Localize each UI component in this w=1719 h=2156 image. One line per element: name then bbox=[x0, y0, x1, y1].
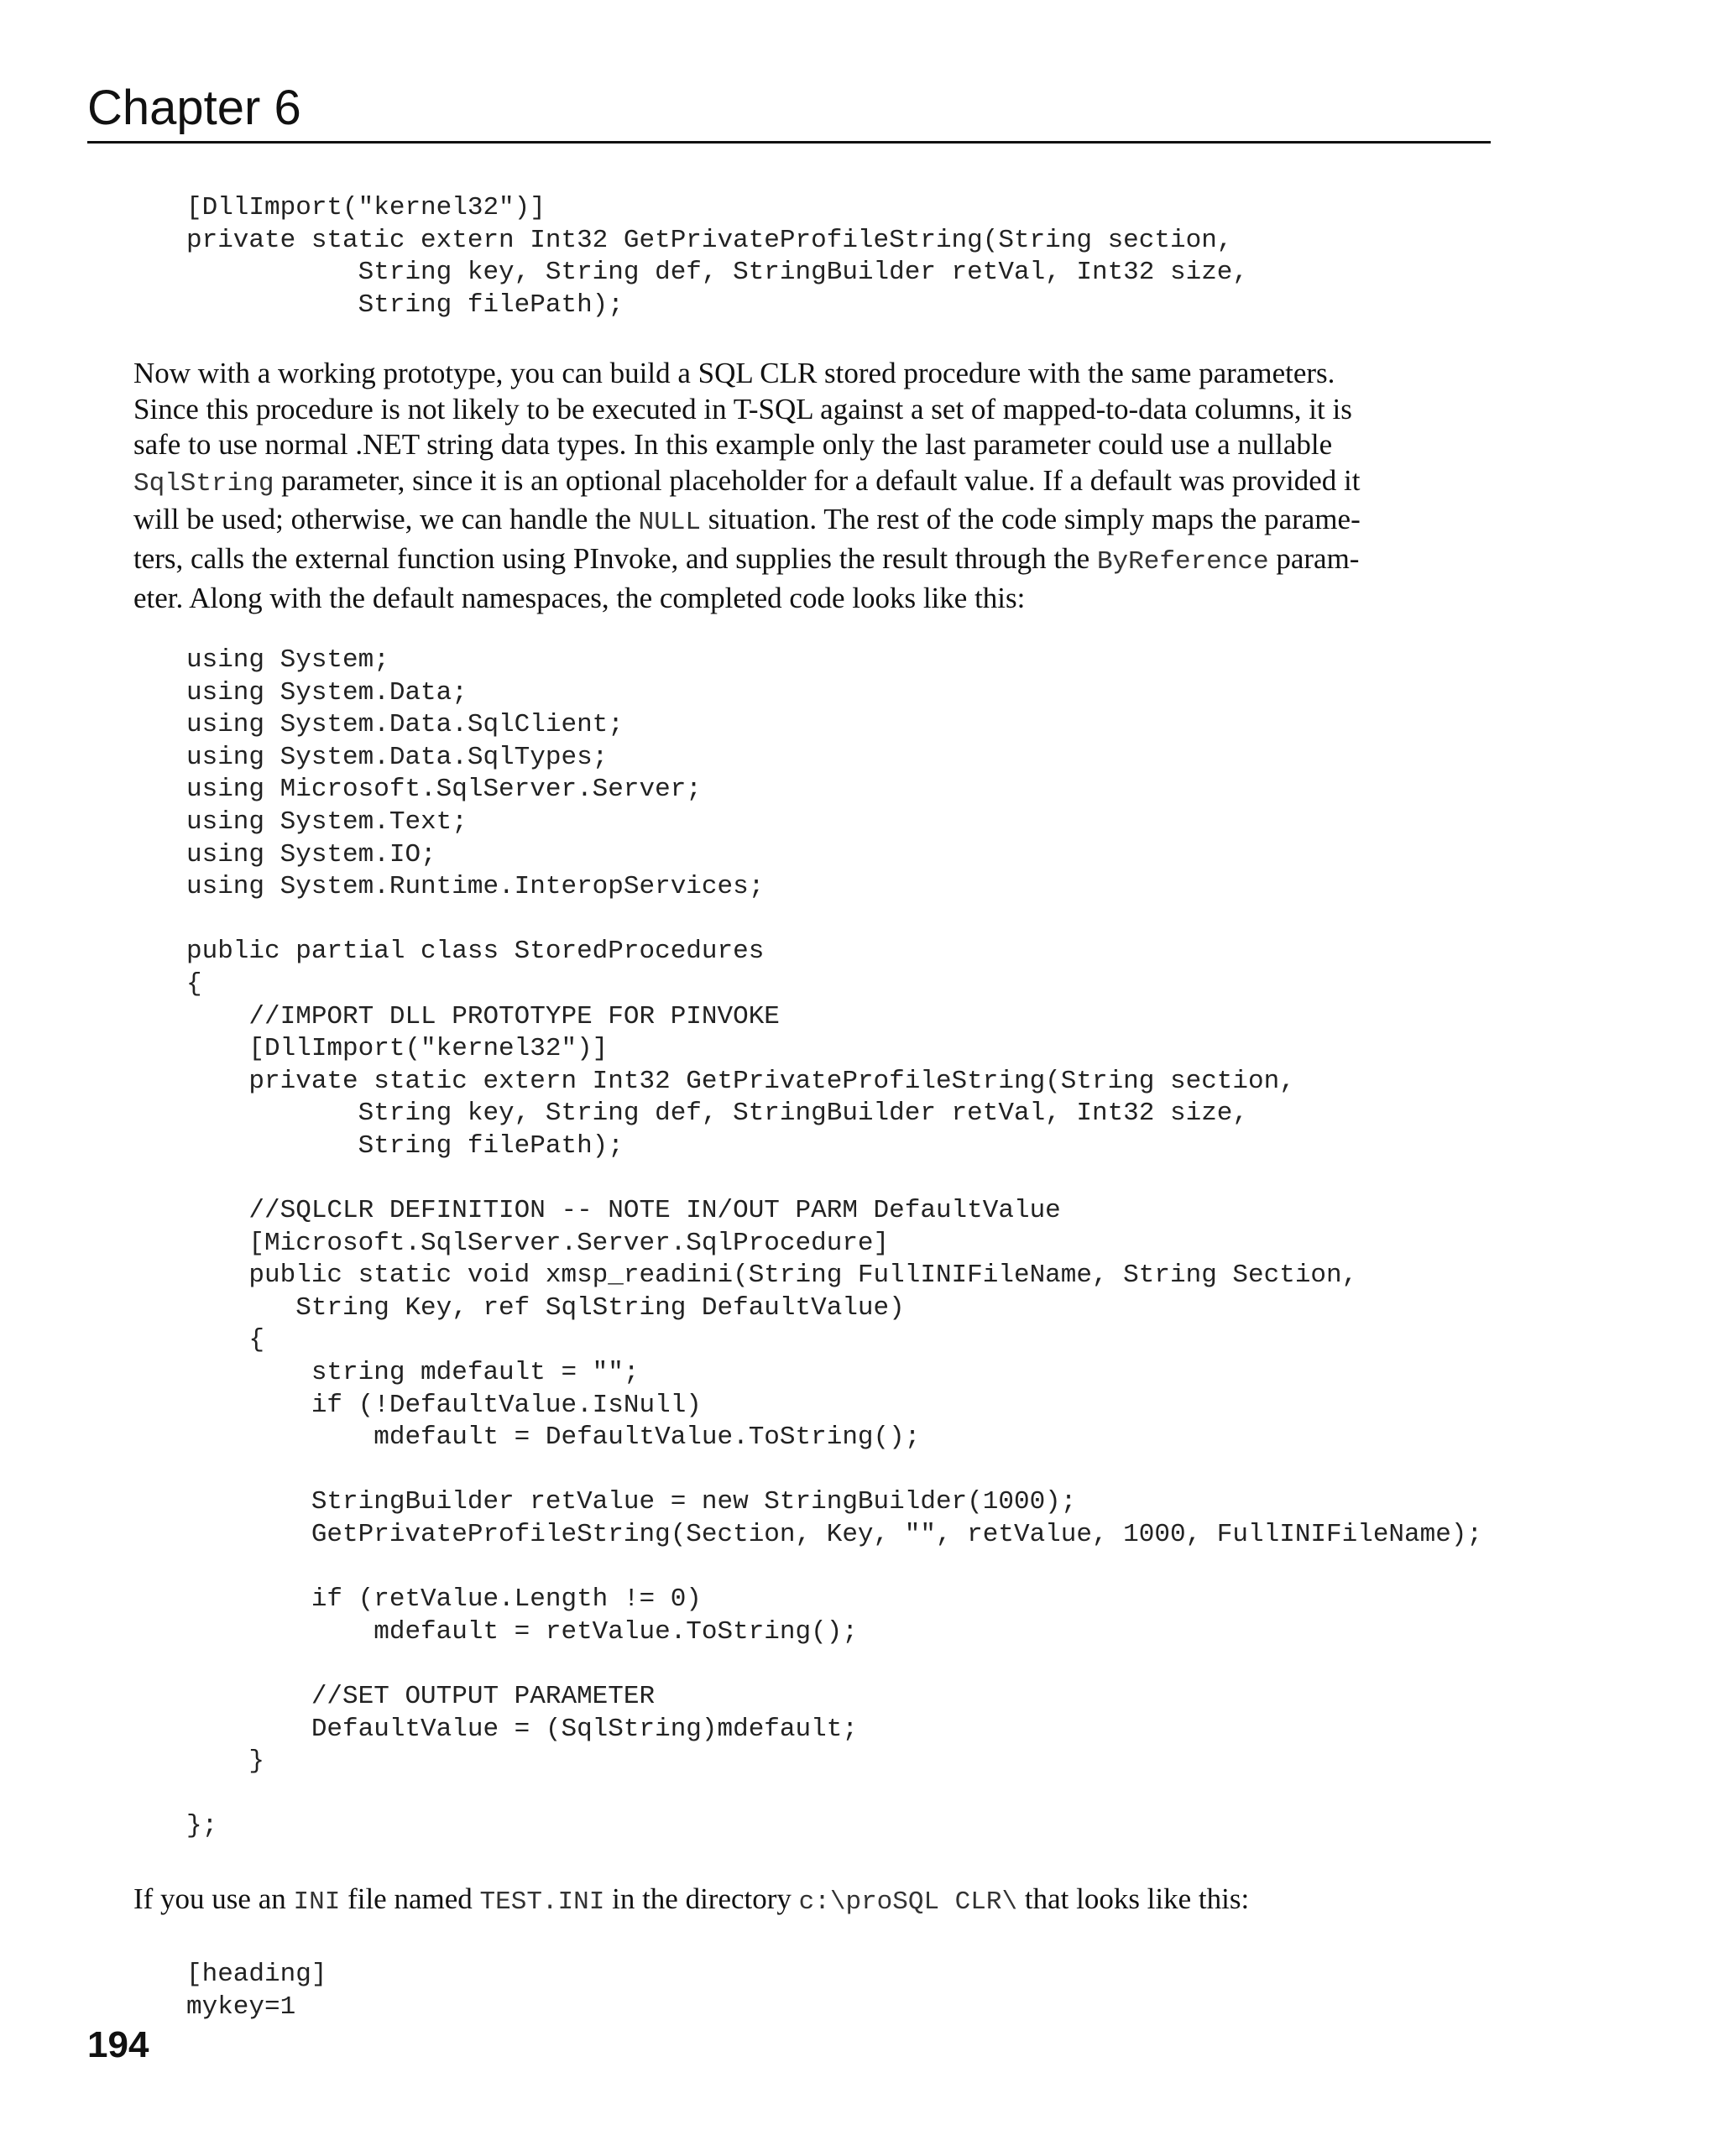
paragraph-text: in the directory bbox=[604, 1882, 799, 1915]
paragraph-text: ters, calls the external function using PInvoke, and supplies the result through the bbox=[133, 541, 1097, 575]
header-rule bbox=[87, 141, 1491, 144]
paragraph-text: parameter, since it is an optional placeholder for a default value. If a default was provided it bbox=[274, 463, 1361, 497]
paragraph-text: If you use an bbox=[133, 1882, 294, 1915]
paragraph-line bbox=[133, 502, 1493, 541]
paragraph-prototype-explanation bbox=[133, 356, 1493, 616]
paragraph-text: situation. The rest of the code simply maps the parame- bbox=[701, 503, 1361, 536]
inline-code-ini: INI bbox=[293, 1887, 341, 1917]
paragraph-line: Now with a working prototype, you can build a SQL CLR stored procedure with the same parameters. bbox=[133, 357, 1335, 389]
paragraph-text: file named bbox=[340, 1882, 480, 1915]
paragraph-line: Since this procedure is not likely to be executed in T-SQL against a set of mapped-to-data columns, it is bbox=[133, 392, 1352, 425]
paragraph-text: param- bbox=[1268, 541, 1360, 575]
code-block-ini-contents: [heading] mykey=1 bbox=[186, 1960, 327, 2022]
paragraph-line: safe to use normal .NET string data types. In this example only the last parameter could use a nullable bbox=[133, 428, 1333, 462]
inline-code-test-ini: TEST.INI bbox=[479, 1887, 605, 1917]
inline-code-directory: c:\proSQL CLR\ bbox=[798, 1887, 1018, 1917]
paragraph-line: eter. Along with the default namespaces, the completed code looks like this: bbox=[133, 581, 1026, 614]
code-block-stored-procedure: using System; using System.Data; using System.Data.SqlClient; using System.Data.SqlTypes; using Microsoft.SqlServer.Server; using System.Text; using System.IO; using System.Runtime.InteropServices; public partial class StoredProcedures { //IMPORT DLL PROTOTYPE FOR PINVOKE [DllImport("kernel32")] private static extern Int32 GetPrivateProfileString(String section, String key, String def, StringBuilder retVal, Int32 size, String filePath); //SQLCLR DEFINITION -- NOTE IN/OUT PARM DefaultValue [Microsoft.SqlServer.Server.SqlProcedure] public static void xmsp_readini(String FullINIFileName, String Section, String Key, ref SqlString DefaultValue) { string mdefault = ""; if (!DefaultValue.IsNull) mdefault = DefaultValue.ToString(); StringBuilder retValue = new StringBuilder(1000); GetPrivateProfileString(Section, Key, "", retValue, 1000, FullINIFileName); if (retValue.Length != 0) mdefault = retValue.ToString(); //SET OUTPUT PARAMETER DefaultValue = (SqlString)mdefault; } }; bbox=[186, 645, 1483, 1841]
chapter-heading: Chapter 6 bbox=[87, 81, 301, 135]
inline-code-null: NULL bbox=[638, 508, 702, 538]
code-block-dllimport: [DllImport("kernel32")] private static extern Int32 GetPrivateProfileString(String section, String key, String def, StringBuilder retVal, Int32 size, String filePath); bbox=[186, 193, 1249, 320]
paragraph-line bbox=[133, 1882, 1493, 1921]
page-number: 194 bbox=[87, 2024, 149, 2065]
paragraph-ini-file bbox=[133, 1882, 1493, 1921]
inline-code-sqlstring: SqlString bbox=[133, 468, 274, 499]
paragraph-text: that looks like this: bbox=[1017, 1882, 1250, 1915]
paragraph-line bbox=[133, 541, 1493, 581]
paragraph-line bbox=[133, 463, 1493, 503]
paragraph-text: will be used; otherwise, we can handle the bbox=[133, 503, 639, 536]
inline-code-byreference: ByReference bbox=[1096, 546, 1269, 577]
